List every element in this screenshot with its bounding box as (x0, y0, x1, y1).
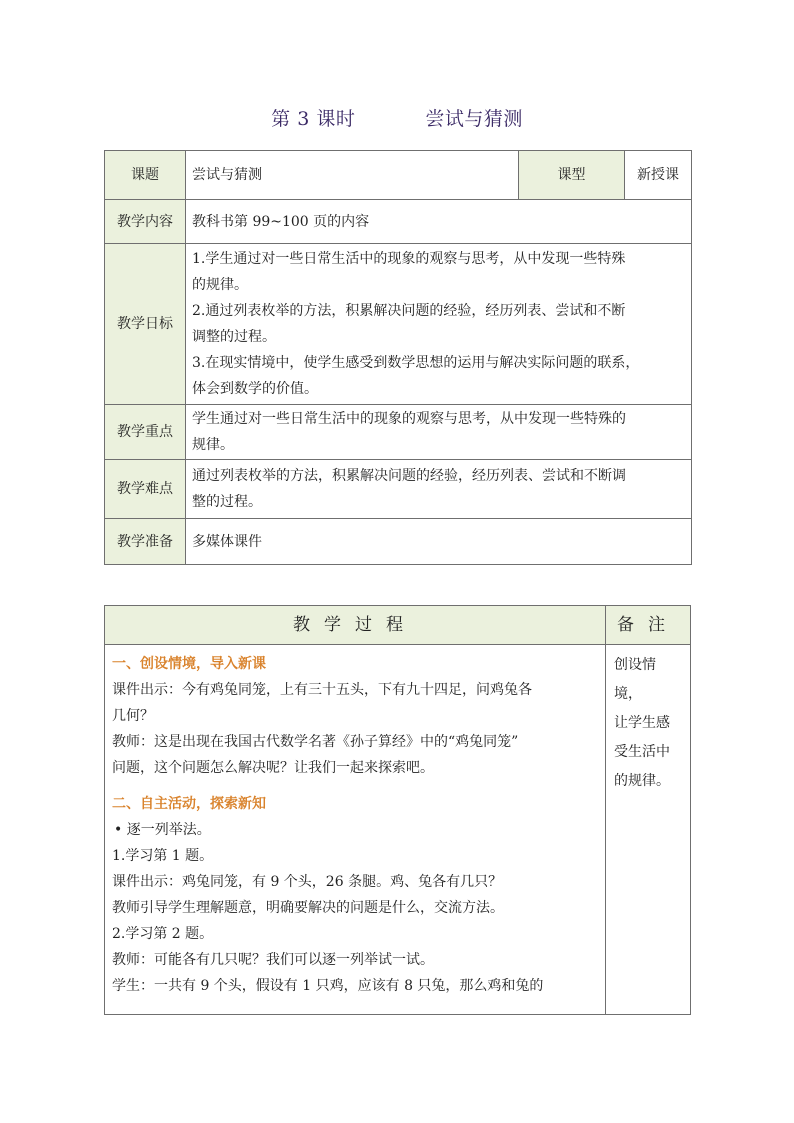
section1-line: 教师：这是出现在我国古代数学名著《孙子算经》中的“鸡兔同笼” (112, 734, 519, 750)
goal-line: 2.通过列表枚举的方法，积累解决问题的经验，经历列表、尝试和不断 (192, 303, 626, 319)
section2-line: 教师引导学生理解题意，明确要解决的问题是什么，交流方法。 (112, 900, 504, 916)
note-line: 受生活中 (614, 744, 670, 760)
page-title (0, 104, 794, 131)
goal-line: 调整的过程。 (192, 329, 276, 345)
difficulty-line: 通过列表枚举的方法，积累解决问题的经验，经历列表、尝试和不断调 (192, 468, 626, 484)
focus-line: 规律。 (192, 437, 234, 453)
process-body-row (105, 645, 691, 1015)
goal-row (105, 244, 692, 405)
prep-value: 多媒体课件 (186, 519, 692, 565)
focus-value (186, 405, 692, 460)
teaching-process-table (104, 605, 691, 1015)
focus-line: 学生通过对一些日常生活中的现象的观察与思考，从中发现一些特殊的 (192, 411, 626, 427)
topic-label: 课题 (105, 151, 186, 200)
difficulty-row (105, 460, 692, 519)
process-note (606, 645, 691, 1015)
section2-line: 学生：一共有 9 个头，假设有 1 只鸡，应该有 8 只兔，那么鸡和兔的 (112, 978, 544, 994)
type-value: 新授课 (625, 151, 692, 200)
difficulty-label: 教学难点 (105, 460, 186, 519)
focus-row (105, 405, 692, 460)
difficulty-value (186, 460, 692, 519)
goal-line: 体会到数学的价值。 (192, 381, 318, 397)
lesson-info-table (104, 150, 692, 565)
process-body (105, 645, 606, 1015)
lesson-number: 第 3 课时 (271, 108, 356, 130)
section1-line: 问题，这个问题怎么解决呢？让我们一起来探索吧。 (112, 760, 434, 776)
goal-value (186, 244, 692, 405)
process-header: 教学过程 (105, 606, 606, 645)
process-header-row (105, 606, 691, 645)
content-value: 教科书第 99~100 页的内容 (186, 200, 692, 244)
lesson-topic: 尝试与猜测 (425, 108, 523, 130)
goal-line: 1.学生通过对一些日常生活中的现象的观察与思考，从中发现一些特殊 (192, 251, 626, 267)
goal-line: 3.在现实情境中，使学生感受到数学思想的运用与解决实际问题的联系， (192, 355, 640, 371)
note-line: 让学生感 (614, 715, 670, 731)
focus-label: 教学重点 (105, 405, 186, 460)
section2-title: 二、自主活动，探索新知 (112, 796, 266, 812)
section2-line: 课件出示：鸡兔同笼，有 9 个头，26 条腿。鸡、兔各有几只？ (112, 874, 503, 890)
difficulty-line: 整的过程。 (192, 494, 262, 510)
section1-line: 课件出示：今有鸡兔同笼，上有三十五头，下有九十四足，问鸡兔各 (112, 682, 532, 698)
goal-line: 的规律。 (192, 277, 248, 293)
goal-label: 教学日标 (105, 244, 186, 405)
prep-label: 教学准备 (105, 519, 186, 565)
note-header: 备注 (606, 606, 691, 645)
section2-line: 2.学习第 2 题。 (112, 926, 214, 942)
note-line: 的规律。 (614, 773, 670, 789)
topic-row (105, 151, 692, 200)
note-line: 创设情境， (614, 657, 656, 702)
section1-line: 几何？ (112, 708, 154, 724)
content-row (105, 200, 692, 244)
prep-row (105, 519, 692, 565)
type-label: 课型 (519, 151, 625, 200)
content-label: 教学内容 (105, 200, 186, 244)
section2-line: 1.学习第 1 题。 (112, 848, 214, 864)
section2-line: 教师：可能各有几只呢？我们可以逐一列举试一试。 (112, 952, 434, 968)
section1-title: 一、创设情境，导入新课 (112, 656, 266, 672)
section2-line: • 逐一列举法。 (114, 822, 211, 838)
topic-value: 尝试与猜测 (186, 151, 519, 200)
